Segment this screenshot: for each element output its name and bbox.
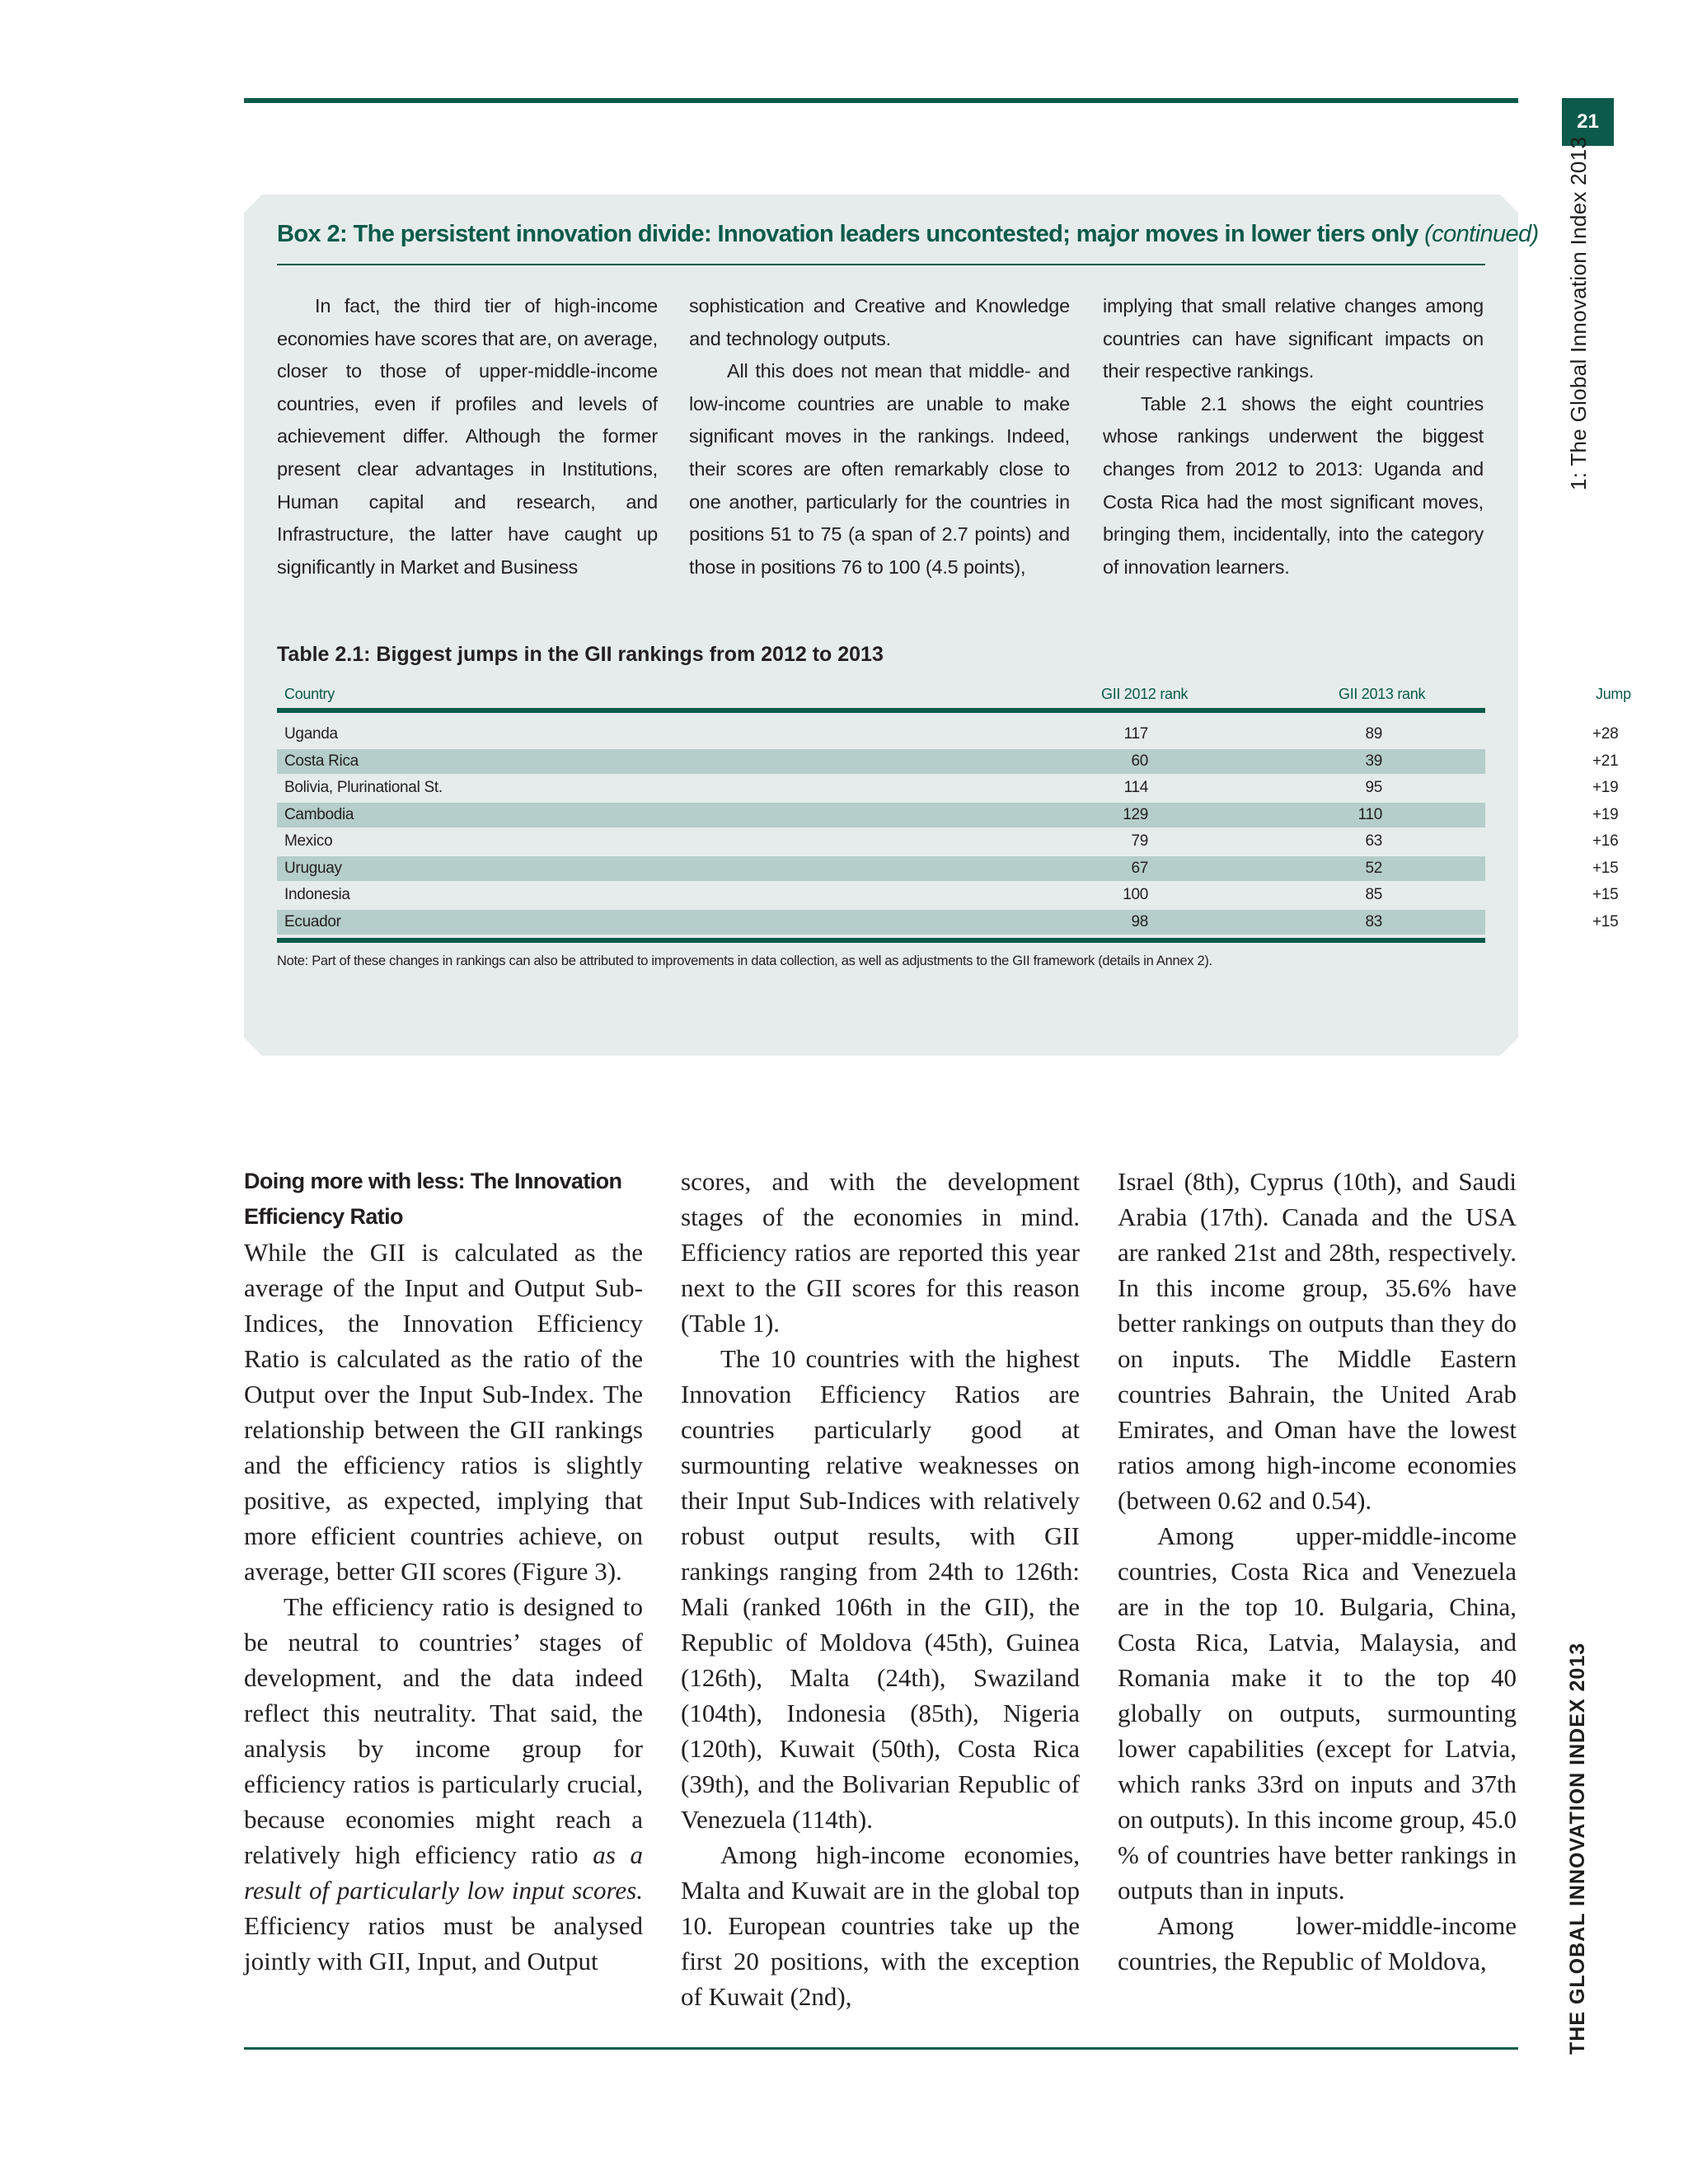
box-paragraph: implying that small relative changes among countries can have significant impacts on their respective rankings. — [1103, 295, 1484, 382]
cell-jump: +15 — [1592, 912, 1619, 930]
cell-rank-2012: 117 — [1123, 725, 1148, 743]
cell-rank-2013: 95 — [1365, 779, 1382, 796]
box-paragraph: Table 2.1 shows the eight countries whose rankings underwent the biggest changes from 2012 to 2013: Uganda and Costa Rica had the most significant moves, bringing them, incidentally, into the category of innovation learners. — [1103, 392, 1484, 578]
cell-rank-2013: 89 — [1365, 725, 1382, 743]
cell-jump: +21 — [1592, 752, 1619, 770]
body-paragraph: Among upper-middle-income countries, Costa Rica and Venezuela are in the top 10. Bulgaria, China, Costa Rica, Latvia, Malaysia, and Romania make it to the top 40 globally on outputs, surmounting lower capabilities (except for Latvia, which ranks 33rd on inputs and 37th on outputs). In this income group, 45.0 % of countries have better rankings in outputs than in inputs. — [1118, 1521, 1517, 1905]
cell-rank-2013: 63 — [1365, 832, 1382, 850]
header-gii-2013: GII 2013 rank — [1339, 686, 1426, 702]
box-paragraph: All this does not mean that middle- and low-income countries are unable to make significant moves in the rankings. Indeed, their scores are often remarkably close to one another, particularly for the countries in positions 51 to 75 (a span of 2.7 points) and those in positions 76 to 100 (4.5 points), — [689, 360, 1070, 578]
cell-rank-2013: 39 — [1365, 752, 1382, 770]
cell-rank-2012: 129 — [1123, 805, 1148, 823]
body-paragraph: Among lower-middle-income countries, the Republic of Moldova, — [1118, 1911, 1517, 1975]
table-row — [277, 910, 1619, 935]
cell-rank-2012: 67 — [1131, 859, 1148, 877]
body-text: The efficiency ratio is designed to be neutral to countries’ stages of development, and the data indeed reflect this neutrality. That said, the analysis by income group for efficiency ratios is particularly crucial, because economies might reach a relatively high efficiency ratio — [244, 1592, 643, 1869]
box-column-1 — [277, 290, 658, 583]
body-paragraph — [244, 1589, 643, 1979]
header-country: Country — [284, 686, 335, 702]
cell-country: Bolivia, Plurinational St. — [284, 779, 443, 796]
cell-rank-2013: 52 — [1365, 859, 1382, 877]
table-row — [277, 722, 1619, 747]
box-title-rule — [277, 264, 1485, 265]
table-row — [277, 829, 1619, 854]
cell-country: Costa Rica — [284, 752, 359, 770]
body-text-italic: as a result of particularly low input scores. — [244, 1840, 643, 1905]
box-column-2 — [689, 290, 1070, 583]
cell-rank-2012: 60 — [1131, 752, 1148, 770]
cell-rank-2012: 98 — [1131, 912, 1148, 930]
body-column-1 — [244, 1164, 643, 1979]
table-row — [277, 883, 1619, 907]
cell-rank-2012: 79 — [1131, 832, 1148, 850]
cell-rank-2013: 83 — [1365, 912, 1382, 930]
cell-rank-2012: 100 — [1123, 886, 1148, 903]
box-title — [277, 221, 1539, 248]
cell-country: Indonesia — [284, 886, 350, 903]
body-text: Efficiency ratios must be analysed jointly with GII, Input, and Output — [244, 1911, 643, 1975]
body-column-2 — [681, 1164, 1080, 2014]
cell-jump: +28 — [1592, 725, 1619, 743]
cell-rank-2013: 110 — [1357, 805, 1382, 823]
box-column-3 — [1103, 290, 1484, 583]
cell-jump: +16 — [1592, 832, 1619, 850]
top-rule — [244, 98, 1518, 103]
table-note: Note: Part of these changes in rankings can also be attributed to improvements in data collection, as well as adjustments to the GII framework (details in Annex 2). — [277, 954, 1212, 968]
body-paragraph: Israel (8th), Cyprus (10th), and Saudi Arabia (17th). Canada and the USA are ranked 21st and 28th, respectively. In this income group, 35.6% have better rankings on outputs than they do on inputs. The Middle Eastern countries Bahrain, the United Arab Emirates, and Oman have the lowest ratios among high-income economies (between 0.62 and 0.54). — [1118, 1167, 1517, 1515]
table-body — [277, 713, 1619, 943]
header-gii-2012: GII 2012 rank — [1101, 686, 1189, 702]
cell-jump: +15 — [1592, 886, 1619, 903]
cell-jump: +19 — [1592, 805, 1619, 823]
cell-country: Uruguay — [284, 859, 342, 877]
bottom-rule — [244, 2047, 1518, 2050]
cell-country: Uganda — [284, 725, 338, 743]
rankings-table — [277, 681, 1631, 943]
table-row — [277, 749, 1619, 774]
cell-country: Cambodia — [284, 805, 354, 823]
box-paragraph: sophistication and Creative and Knowledge and technology outputs. — [689, 295, 1070, 349]
box-paragraph: In fact, the third tier of high-income economies have scores that are, on average, closer to those of upper-middle-income countries, even if profiles and levels of achievement differ. Although the former present clear advantages in Institutions, Human capital and research, and Infrastructure, the latter have caught up significantly in Market and Business — [277, 295, 658, 578]
table-row — [277, 803, 1619, 827]
cell-rank-2012: 114 — [1123, 779, 1148, 796]
body-paragraph: scores, and with the development stages of the economies in mind. Efficiency ratios are reported this year next to the GII scores for this reason (Table 1). — [681, 1167, 1080, 1338]
body-paragraph: While the GII is calculated as the average of the Input and Output Sub-Indices, the Innovation Efficiency Ratio is calculated as the ratio of the Output over the Input Sub-Index. The relationship between the GII rankings and the efficiency ratios is slightly positive, as expected, implying that more efficient countries achieve, on average, better GII scores (Figure 3). — [244, 1238, 643, 1586]
table-row — [277, 856, 1619, 881]
cell-rank-2013: 85 — [1365, 886, 1382, 903]
cell-jump: +15 — [1592, 859, 1619, 877]
cell-country: Mexico — [284, 832, 333, 850]
body-column-3 — [1118, 1164, 1517, 1979]
box-title-suffix: (continued) — [1424, 221, 1539, 247]
header-jump: Jump — [1596, 686, 1631, 702]
page-number: 21 — [1562, 98, 1614, 146]
side-label-publication: THE GLOBAL INNOVATION INDEX 2013 — [1566, 1642, 1589, 2055]
box-title-text: Box 2: The persistent innovation divide: Innovation leaders uncontested; major moves in lower tiers only — [277, 221, 1418, 247]
table-title: Table 2.1: Biggest jumps in the GII rankings from 2012 to 2013 — [277, 643, 884, 666]
cell-jump: +19 — [1592, 779, 1619, 796]
body-paragraph: The 10 countries with the highest Innovation Efficiency Ratios are countries particularly good at surmounting relative weaknesses on their Input Sub-Indices with relatively robust output results, with GII rankings ranging from 24th to 126th: Mali (ranked 106th in the GII), the Republic of Moldova (45th), Guinea (126th), Malta (24th), Swaziland (104th), Indonesia (85th), Nigeria (120th), Kuwait (50th), Costa Rica (39th), and the Bolivarian Republic of Venezuela (114th). — [681, 1344, 1080, 1834]
body-paragraph: Among high-income economies, Malta and Kuwait are in the global top 10. European countries take up the first 20 positions, with the exception of Kuwait (2nd), — [681, 1840, 1080, 2011]
side-label-chapter: 1: The Global Innovation Index 2013 — [1566, 136, 1591, 490]
section-heading: Doing more with less: The Innovation Efficiency Ratio — [244, 1169, 622, 1229]
cell-country: Ecuador — [284, 912, 341, 930]
table-row — [277, 776, 1619, 800]
table-header — [277, 681, 1631, 713]
